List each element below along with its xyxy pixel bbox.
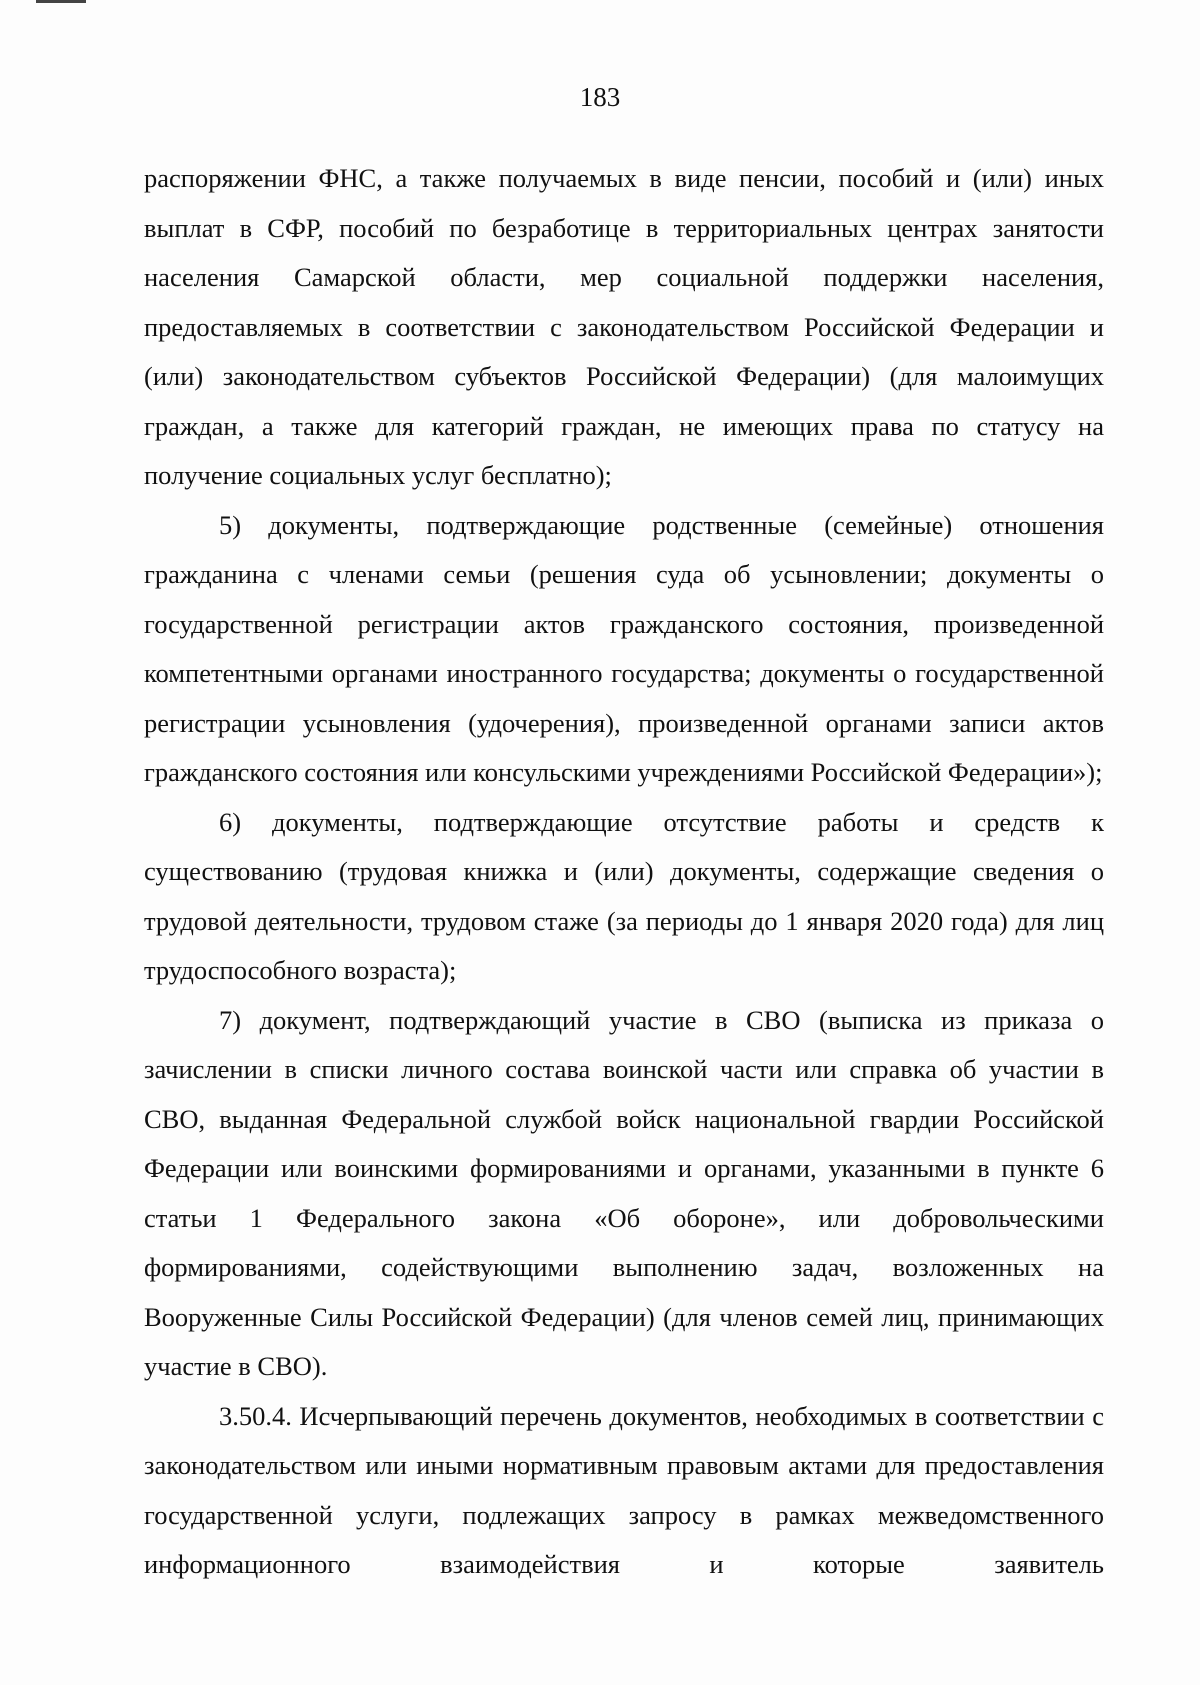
paragraph-3-50-4: 3.50.4. Исчерпывающий перечень документов, необходимых в соответствии с законодательством или иными нормативным правовым актами для предоставления государственной услуги, подлежащих запросу в рамках межведомственного информационного взаимодействия и которые заявитель [144, 1400, 1104, 1579]
document-body [144, 154, 1104, 1590]
paragraph-continuation: распоряжении ФНС, а также получаемых в виде пенсии, пособий и (или) иных выплат в СФР, пособий по безработице в территориальных центрах занятости населения Самарской области, мер социальной поддержки населения, предоставляемых в соответствии с законодательством Российской Федерации и (или) законодательством субъектов Российской Федерации) (для малоимущих граждан, а также для категорий граждан, не имеющих права по статусу на получение социальных услуг бесплатно); [144, 163, 1104, 490]
page-number: 183 [579, 82, 621, 112]
paragraph-item-7: 7) документ, подтверждающий участие в СВО (выписка из приказа о зачислении в списки личного состава воинской части или справка об участии в СВО, выданная Федеральной службой войск национальной гвардии Российской Федерации или воинскими формированиями и органами, указанными в пункте 6 статьи 1 Федерального закона «Об обороне», или добровольческими формированиями, содействующими выполнению задач, возложенных на Вооруженные Силы Российской Федерации) (для членов семей лиц, принимающих участие в СВО). [144, 1004, 1104, 1381]
paragraph-item-6: 6) документы, подтверждающие отсутствие работы и средств к существованию (трудовая книжка и (или) документы, содержащие сведения о трудовой деятельности, трудовом стаже (за периоды до 1 января 2020 года) для лиц трудоспособного возраста); [144, 806, 1104, 985]
scan-edge-mark [36, 0, 86, 3]
paragraph-item-5: 5) документы, подтверждающие родственные (семейные) отношения гражданина с членами семьи (решения суда об усыновлении; документы о государственной регистрации актов гражданского состояния, произведенной компетентными органами иностранного государства; документы о государственной регистрации усыновления (удочерения), произведенной органами записи актов гражданского состояния или консульскими учреждениями Российской Федерации»); [144, 509, 1104, 787]
